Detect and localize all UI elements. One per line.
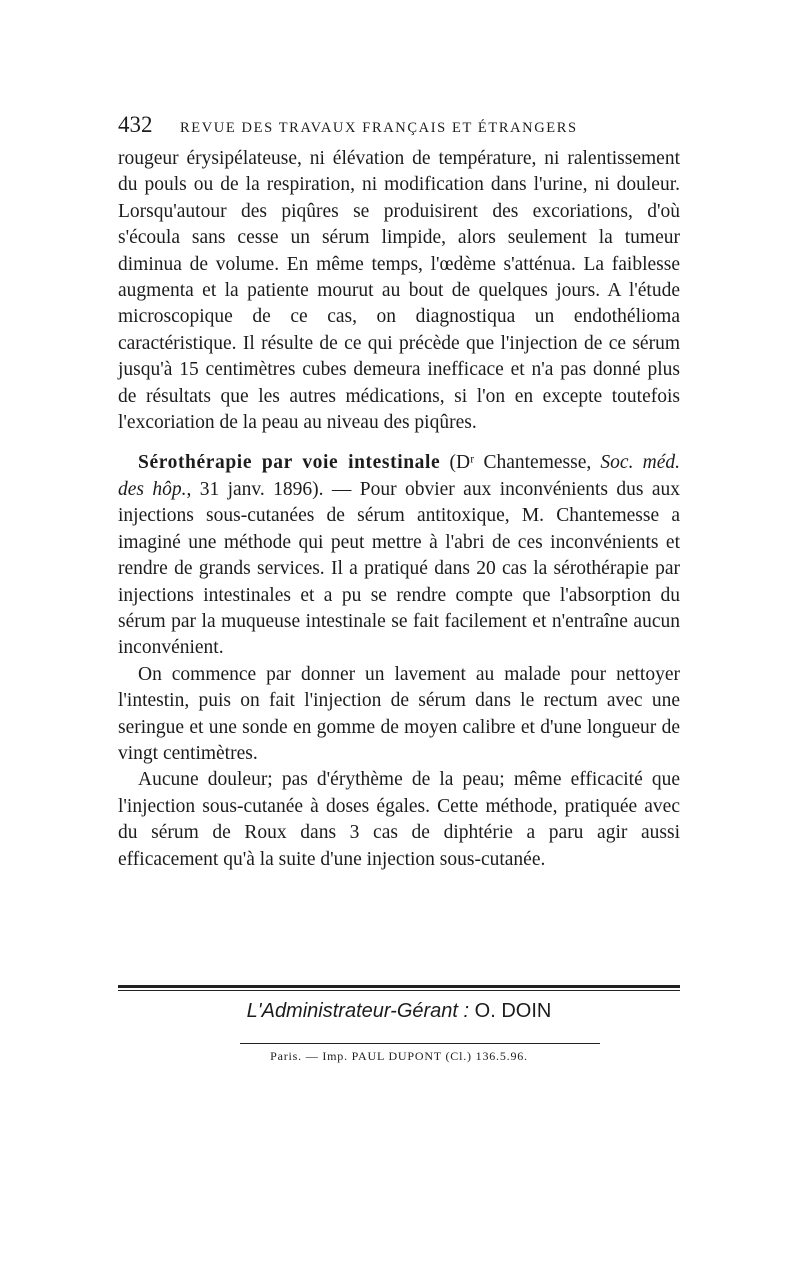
signature-name: O. DOIN [469,1000,552,1022]
divider-thick [118,985,680,988]
paragraph-serotherapie [118,450,680,661]
paragraph-text: Pour obvier aux inconvénients dus aux injections sous-cutanées de sérum antitoxique, M. Chantemesse a imaginé une méthode qui peut mettre à l'abri de ces inconvénients et rendre de grands services. Il a pratiqué dans 20 cas la sérothérapie par injections intestinales et a pu se rendre compte que l'absorption du sérum par la muqueuse intestinale se fait facilement et n'entraîne aucun inconvénient. [118,478,680,659]
divider-thin [118,990,680,991]
article-text [118,146,680,873]
paragraph-method: On commence par donner un lavement au malade pour nettoyer l'intestin, puis on fait l'injection de sérum dans le rectum avec une seringue et une sonde en gomme de moyen calibre et d'une longueur de vingt centimètres. [118,663,680,764]
printer-imprint: Paris. — Imp. PAUL DUPONT (Cl.) 136.5.96. [270,1049,528,1063]
page-number: 432 [118,112,153,137]
running-title: REVUE DES TRAVAUX FRANÇAIS ET ÉTRANGERS [180,120,578,136]
footer-divider [118,985,680,991]
section-title: Sérothérapie par voie intestinale [138,452,441,474]
running-header [118,112,680,146]
reference-close: , 31 janv. 1896). — [186,478,360,500]
signature-label: L'Administrateur-Gérant : [246,1000,470,1022]
reference-open: (Dʳ Chantemesse, [440,452,601,474]
page-body [118,112,680,873]
paragraph-results: Aucune douleur; pas d'érythème de la peau; même efficacité que l'injection sous-cutanée à doses égales. Cette méthode, pratiquée avec du sérum de Roux dans 3 cas de diphtérie a paru agir aussi efficacement qu'à la suite d'une injection sous-cutanée. [118,769,680,870]
paragraph-continuation: rougeur érysipélateuse, ni élévation de température, ni ralentissement du pouls ou de la respiration, ni modification dans l'urine, ni douleur. Lorsqu'autour des piqûres se produisirent des excoriations, d'où s'écoula sans cesse un sérum limpide, alors seulement la tumeur diminua de volume. En même temps, l'œdème s'atténua. La faiblesse augmenta et la patiente mourut au bout de quelques jours. A l'étude microscopique de ce cas, on diagnostiqua un endothélioma caractéristique. Il résulte de ce qui précède que l'injection de ce sérum jusqu'à 15 centimètres cubes demeura inefficace et n'a pas donné plus de résultats que les autres médications, si l'on en excepte toutefois l'excoriation de la peau au niveau des piqûres. [118,148,680,434]
reference-journal: Soc. méd. des hôp. [118,452,680,500]
imprint-divider [240,1043,600,1044]
signature-line [118,1000,680,1023]
